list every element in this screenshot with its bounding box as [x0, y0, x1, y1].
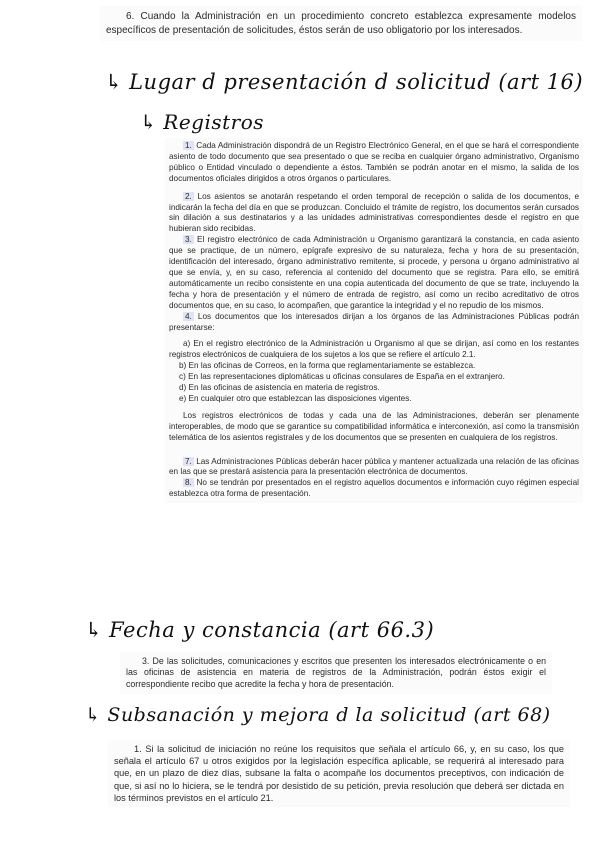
clip-article-16 [165, 138, 583, 503]
item-c: c) En las representaciones diplomáticas u oficinas consulares de España en el extranjero. [179, 372, 505, 382]
paragraph-3-recibo: 3. De las solicitudes, comunicaciones y escritos que presenten los interesados electrónicamente o en las oficinas de asistencia en materia de registros de la Administración, podrán éstos exigir el correspondiente recibo que acredite la fecha y hora de presentación. [126, 656, 546, 689]
paragraph-4: 4. Los documentos que los interesados dirijan a los órganos de las Administraciones Públicas podrán presentarse: [169, 311, 580, 332]
item-e: e) En cualquier otro que establezcan las disposiciones vigentes. [179, 393, 412, 403]
handwritten-note-registros: ↳ Registros [140, 110, 265, 134]
arrow-icon: ↳ [105, 70, 124, 94]
clip-article-66-3 [120, 652, 552, 694]
paragraph-1-subsanacion: 1. Si la solicitud de iniciación no reúne los requisitos que señala el artículo 66, y, en su caso, los que señala el artículo 67 u otros exigidos por la legislación específica aplicable, se requerirá al interesado para que, en un plazo de diez días, subsane la falta o acompañe los documentos preceptivos, con indicación de que, si así no lo hiciera, se le tendrá por desistido de su petición, previa resolución que deberá ser dictada en los términos previstos en el artículo 21. [114, 744, 564, 803]
arrow-icon: ↳ [140, 110, 158, 134]
paragraph-3: 3. El registro electrónico de cada Administración u Organismo garantizará la constancia, en cada asiento que se practique, de un número, epígrafe expresivo de su naturaleza, fecha y hora de su presentación, identificación del interesado, órgano administrativo remitente, si procede, y persona u órgano administrativo al que se envía, y, en su caso, referencia al contenido del documento que se registra. Para ello, se emitirá automáticamente un recibo consistente en una copia autenticada del documento de que se trate, incluyendo la fecha y hora de presentación y el número de entrada de registro, así como un recibo acreditativo de otros documentos que, en su caso, lo acompañen, que garantice la integridad y el no repudio de los mismos. [169, 235, 579, 310]
handwritten-note-lugar: ↳ Lugar d presentación d solicitud (art 16) [105, 70, 584, 94]
paragraph-6: 6. Cuando la Administración en un procedimiento concreto establezca expresamente modelos específicos de presentación de solicitudes, éstos serán de uso obligatorio por los interesados. [106, 11, 576, 36]
clip-article-68 [108, 740, 570, 807]
clip-article-66-6 [100, 6, 582, 41]
item-b: b) En las oficinas de Correos, en la forma que reglamentariamente se establezca. [179, 361, 476, 371]
handwritten-note-subsanacion: ↳ Subsanación y mejora d la solicitud (art 68) [85, 704, 551, 726]
paragraph-2: 2. Los asientos se anotarán respetando el orden temporal de recepción o salida de los documentos, e indicarán la fecha del día en que se produzcan. Concluido el trámite de registro, los documentos serán cursados sin dilación a sus destinatarios y a las unidades administrativas correspondientes desde el registro en que hubieran sido recibidas. [169, 191, 580, 234]
paragraph-interoperable: Los registros electrónicos de todas y cada una de las Administraciones, deberán ser plenamente interoperables, de modo que se garantice su compatibilidad informática e interconexión, así como la transmisión telemática de los asientos registrales y de los documentos que se presenten en cualquiera de los registros. [169, 410, 579, 442]
paragraph-7: 7. Las Administraciones Públicas deberán hacer pública y mantener actualizada una relación de las oficinas en las que se prestará asistencia para la presentación electrónica de documentos. [169, 456, 579, 477]
item-d: d) En las oficinas de asistencia en materia de registros. [179, 383, 380, 393]
item-a: a) En el registro electrónico de la Administración u Organismo al que se dirijan, así como en los restantes registros electrónicos de cualquiera de los sujetos a los que se refiere el artículo 2.1. [169, 339, 579, 360]
paragraph-8: 8. No se tendrán por presentados en el registro aquellos documentos e información cuyo régimen especial establezca otra forma de presentación. [169, 478, 580, 499]
arrow-icon: ↳ [85, 618, 104, 642]
handwritten-note-fecha: ↳ Fecha y constancia (art 66.3) [85, 618, 435, 642]
paragraph-1: 1. Cada Administración dispondrá de un Registro Electrónico General, en el que se hará el correspondiente asiento de todo documento que sea presentado o que se reciba en cualquier órgano administrativo, Organismo público o Entidad vinculado o dependiente a éstos. También se podrán anotar en el mismo, la salida de los documentos oficiales dirigidos a otros órganos o particulares. [169, 141, 579, 183]
arrow-icon: ↳ [85, 704, 102, 726]
